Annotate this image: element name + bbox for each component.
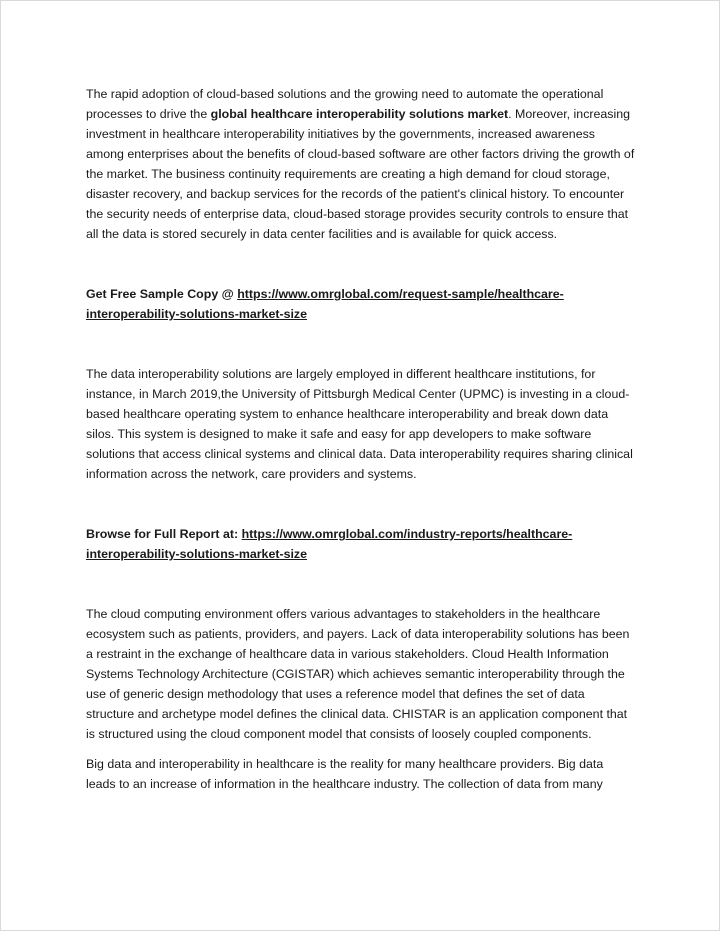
spacer [86,324,636,364]
spacer [86,484,636,524]
spacer [86,564,636,604]
paragraph-big-data: Big data and interoperability in healthcare is the reality for many healthcare providers. Big data leads to an increase of information in the healthcare industry. The collection of data from many [86,757,604,791]
sample-copy-line [86,284,636,324]
paragraph-intro-text-start: The rapid adoption of cloud-based solutions and the growing need to automate the operational processes to drive the [86,87,604,121]
sample-copy-link[interactable]: https://www.omrglobal.com/request-sample/healthcare-interoperability-solutions-market-size [86,287,564,321]
spacer [86,744,636,754]
sample-copy-label: Get Free Sample Copy @ [86,287,238,301]
market-name-bold: global healthcare interoperability solutions market [210,107,509,121]
document-body [86,84,636,794]
paragraph-upmc: The data interoperability solutions are largely employed in different healthcare institutions, for instance, in March 2019,the University of Pittsburgh Medical Center (UPMC) is investing in a cloud-based healthcare operating system to enhance healthcare interoperability and break down data silos. This system is designed to make it safe and easy for app developers to make software solutions that access clinical systems and clinical data. Data interoperability requires sharing clinical information across the network, care providers and systems. [86,367,633,481]
spacer [86,244,636,284]
paragraph-intro-text-end: . Moreover, increasing investment in healthcare interoperability initiatives by the governments, increased awareness among enterprises about the benefits of cloud-based software are other factors driving the growth of the market. The business continuity requirements are creating a high demand for cloud storage, disaster recovery, and backup services for the records of the patient's clinical history. To encounter the security needs of enterprise data, cloud-based storage provides security controls to ensure that all the data is stored securely in data center facilities and is available for quick access. [86,107,635,241]
paragraph-intro [86,84,636,244]
full-report-link[interactable]: https://www.omrglobal.com/industry-reports/healthcare-interoperability-solutions-market-size [86,527,573,561]
paragraph-cloud-computing: The cloud computing environment offers various advantages to stakeholders in the healthcare ecosystem such as patients, providers, and payers. Lack of data interoperability solutions has been a restraint in the exchange of healthcare data in various stakeholders. Cloud Health Information Systems Technology Architecture (CGISTAR) which achieves semantic interoperability through the use of generic design methodology that uses a reference model that defines the set of data structure and archetype model defines the clinical data. CHISTAR is an application component that is structured using the cloud component model that consists of loosely coupled components. [86,607,630,741]
full-report-label: Browse for Full Report at: [86,527,242,541]
full-report-line [86,524,636,564]
